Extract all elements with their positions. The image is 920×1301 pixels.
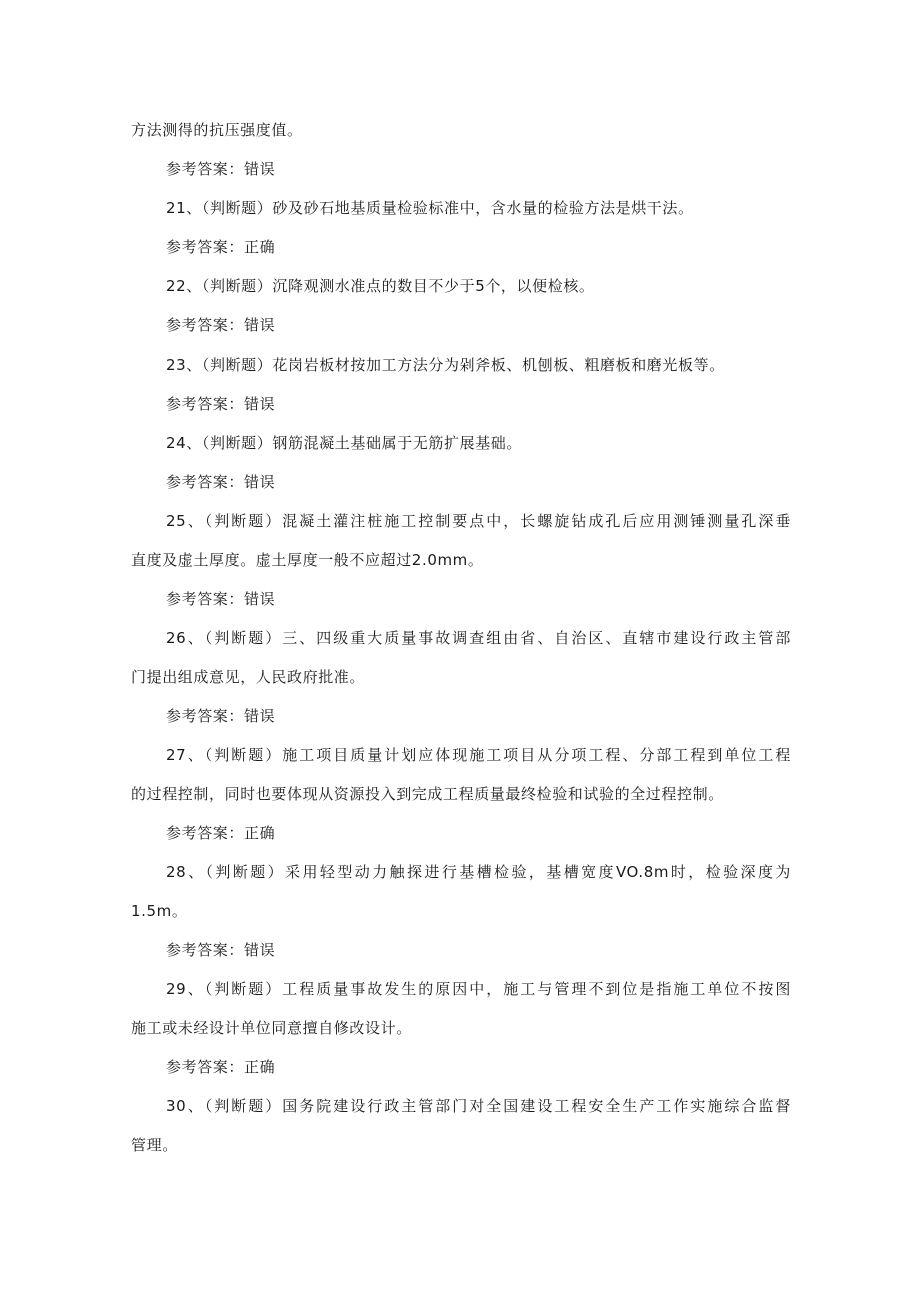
question-26-continuation: 门提出组成意见，人民政府批准。 bbox=[131, 668, 366, 686]
question-29-continuation: 施工或未经设计单位同意擅自修改设计。 bbox=[131, 1019, 412, 1037]
answer-26: 参考答案：错误 bbox=[166, 707, 276, 725]
question-30-continuation: 管理。 bbox=[131, 1136, 178, 1154]
question-21: 21、（判断题）砂及砂石地基质量检验标准中，含水量的检验方法是烘干法。 bbox=[166, 199, 694, 217]
question-29: 29、（判断题）工程质量事故发生的原因中，施工与管理不到位是指施工单位不按图 bbox=[166, 980, 791, 998]
question-30: 30、（判断题）国务院建设行政主管部门对全国建设工程安全生产工作实施综合监督 bbox=[166, 1097, 791, 1115]
question-26: 26、（判断题）三、四级重大质量事故调查组由省、自治区、直辖市建设行政主管部 bbox=[166, 629, 791, 647]
answer-24: 参考答案：错误 bbox=[166, 473, 276, 491]
question-24: 24、（判断题）钢筋混凝土基础属于无筋扩展基础。 bbox=[166, 434, 522, 452]
answer-25: 参考答案：错误 bbox=[166, 590, 276, 608]
answer-23: 参考答案：错误 bbox=[166, 395, 276, 413]
question-20-continuation: 方法测得的抗压强度值。 bbox=[131, 121, 303, 139]
answer-29: 参考答案：正确 bbox=[166, 1058, 276, 1076]
question-28: 28、（判断题）采用轻型动力触探进行基槽检验，基槽宽度VO.8m时，检验深度为 bbox=[166, 863, 791, 881]
answer-20: 参考答案：错误 bbox=[166, 160, 276, 178]
answer-22: 参考答案：错误 bbox=[166, 316, 276, 334]
question-27: 27、（判断题）施工项目质量计划应体现施工项目从分项工程、分部工程到单位工程 bbox=[166, 746, 791, 764]
answer-21: 参考答案：正确 bbox=[166, 238, 276, 256]
answer-28: 参考答案：错误 bbox=[166, 941, 276, 959]
question-27-continuation: 的过程控制，同时也要体现从资源投入到完成工程质量最终检验和试验的全过程控制。 bbox=[131, 785, 724, 803]
question-22: 22、（判断题）沉降观测水准点的数目不少于5个，以便检核。 bbox=[166, 277, 595, 295]
question-25: 25、（判断题）混凝土灌注桩施工控制要点中，长螺旋钻成孔后应用测锤测量孔深垂 bbox=[166, 512, 791, 530]
question-23: 23、（判断题）花岗岩板材按加工方法分为剁斧板、机刨板、粗磨板和磨光板等。 bbox=[166, 356, 725, 374]
answer-27: 参考答案：正确 bbox=[166, 824, 276, 842]
question-28-continuation: 1.5m。 bbox=[131, 902, 188, 920]
question-25-continuation: 直度及虚土厚度。虚土厚度一般不应超过2.0mm。 bbox=[131, 551, 484, 569]
